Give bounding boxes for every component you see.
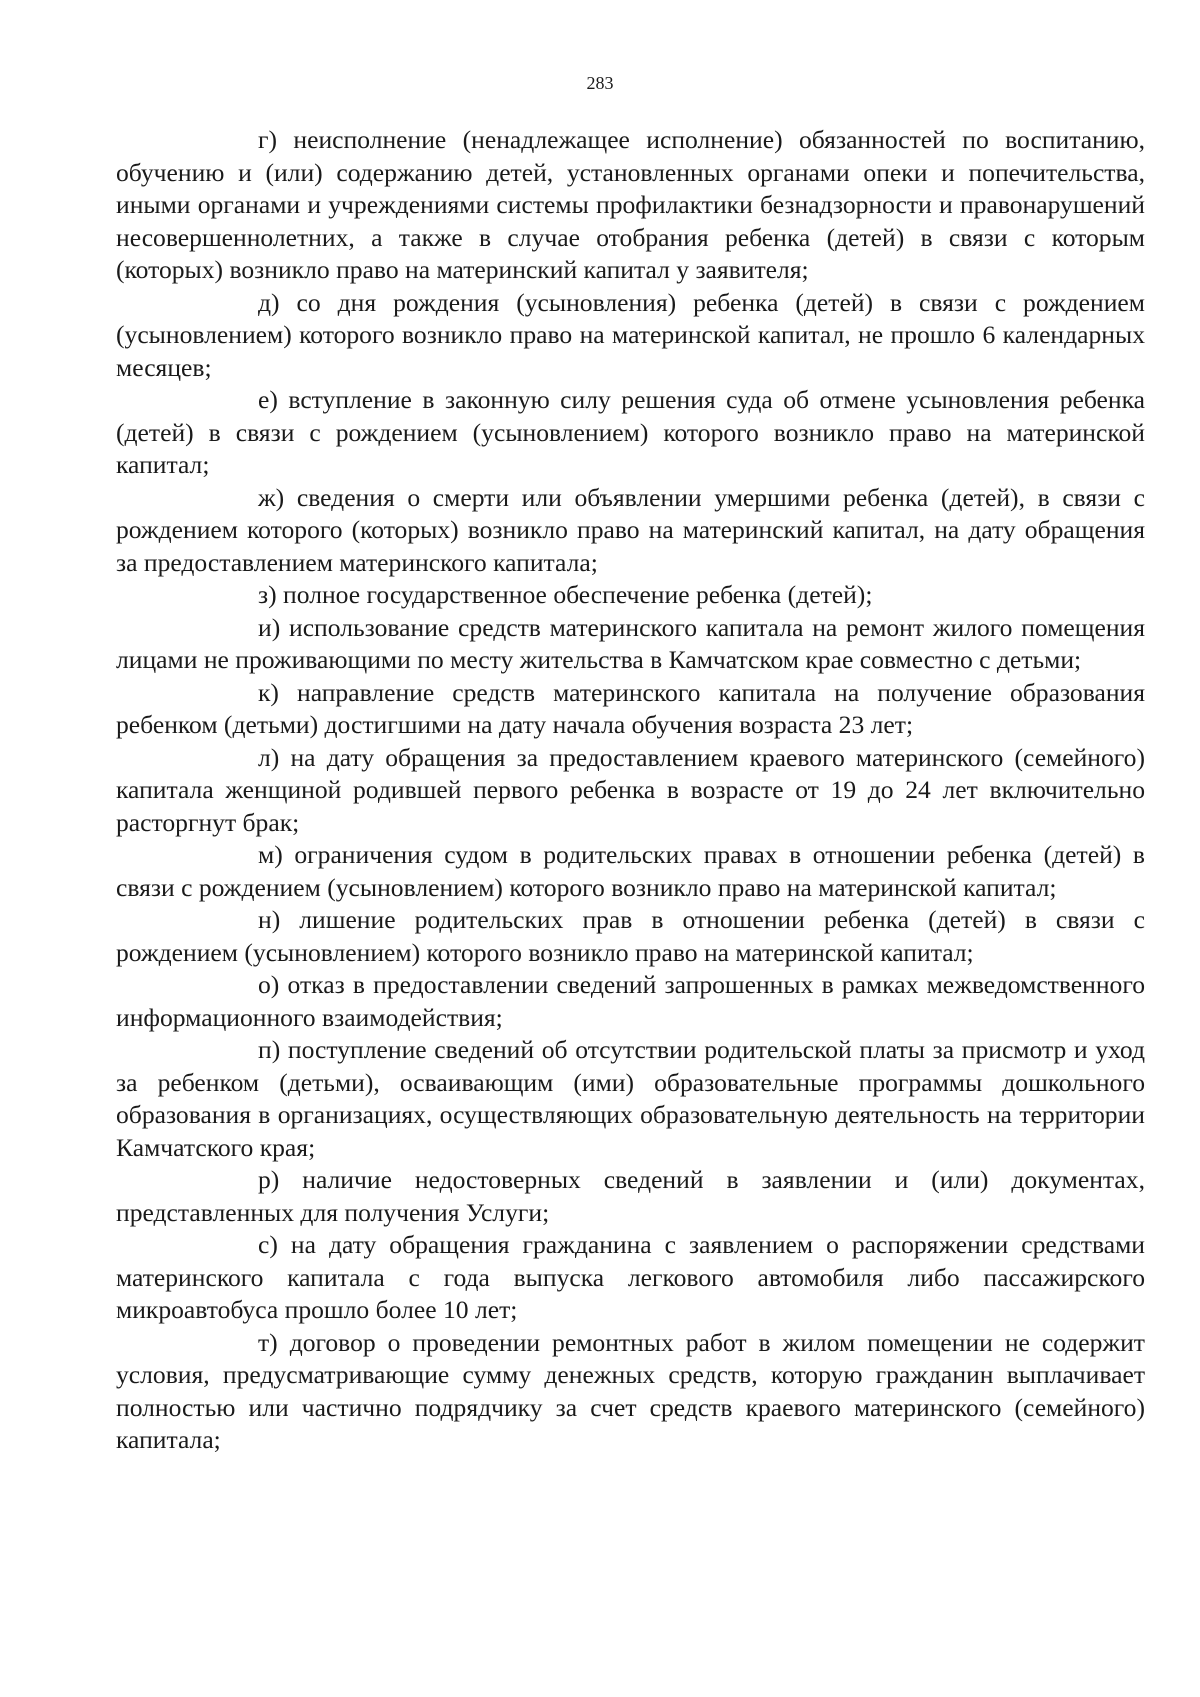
- page-number: 283: [586, 73, 614, 93]
- list-item-m: [116, 839, 1145, 904]
- list-item-e: [116, 384, 1145, 482]
- item-marker: м): [258, 840, 283, 869]
- list-item-z: [116, 579, 1145, 612]
- list-item-s: [116, 1229, 1145, 1327]
- item-text: ограничения судом в родительских правах в отношении ребенка (детей) в связи с рождением (усыновлением) которого возникло право на материнской капитал;: [116, 840, 1145, 902]
- list-item-d: [116, 287, 1145, 385]
- item-text: отказ в предоставлении сведений запрошенных в рамках межведомственного информационного взаимодействия;: [116, 970, 1146, 1032]
- list-item-o: [116, 969, 1145, 1034]
- item-text: неисполнение (ненадлежащее исполнение) обязанностей по воспитанию, обучению и (или) содержанию детей, установленных органами опеки и попечительства, иными органами и учреждениями системы профилактики безнадзорности и правонарушений несовершеннолетних, а также в случае отобрания ребенка (детей) в связи с которым (которых) возникло право на материнский капитал у заявителя;: [116, 125, 1145, 284]
- list-item-r: [116, 1164, 1145, 1229]
- item-text: использование средств материнского капитала на ремонт жилого помещения лицами не проживающими по месту жительства в Камчатском крае совместно с детьми;: [116, 612, 1145, 674]
- item-marker: л): [258, 742, 280, 772]
- item-text: на дату обращения за предоставлением краевого материнского (семейного) капитала женщиной родившей первого ребенка в возрасте от 19 до 24 лет включительно расторгнут брак;: [116, 742, 1145, 837]
- item-text: лишение родительских прав в отношении ребенка (детей) в связи с рождением (усыновлением) которого возникло право на материнской капитал;: [116, 905, 1145, 967]
- list-item-t: [116, 1327, 1145, 1457]
- item-marker: н): [258, 905, 281, 934]
- list-item-n: [116, 904, 1145, 969]
- item-marker: к): [258, 677, 279, 707]
- item-marker: п): [258, 1035, 281, 1064]
- item-marker: е): [258, 385, 278, 414]
- item-marker: р): [258, 1165, 280, 1194]
- item-text: на дату обращения гражданина с заявлением о распоряжении средствами материнского капитала с года выпуска легкового автомобиля либо пассажирского микроавтобуса прошло более 10 лет;: [116, 1230, 1145, 1324]
- item-text: направление средств материнского капитала на получение образования ребенком (детьми) достигшими на дату начала обучения возраста 23 лет;: [116, 677, 1145, 739]
- item-marker: д): [258, 287, 280, 317]
- item-marker: т): [258, 1327, 278, 1357]
- body-text: [116, 124, 1145, 1457]
- item-marker: с): [258, 1230, 278, 1259]
- item-text: вступление в законную силу решения суда об отмене усыновления ребенка (детей) в связи с рождением (усыновлением) которого возникло право на материнской капитал;: [116, 385, 1145, 479]
- list-item-i: [116, 612, 1145, 677]
- item-marker: о): [258, 970, 280, 999]
- item-marker: г): [258, 125, 278, 154]
- item-text: поступление сведений об отсутствии родительской платы за присмотр и уход за ребенком (детьми), осваивающим (ими) образовательные программы дошкольного образования в организациях, осуществляющих образовательную деятельность на территории Камчатского края;: [116, 1035, 1145, 1162]
- item-text: наличие недостоверных сведений в заявлении и (или) документах, представленных для получения Услуги;: [116, 1165, 1145, 1227]
- list-item-g: [116, 124, 1145, 287]
- item-text: сведения о смерти или объявлении умершими ребенка (детей), в связи с рождением которого (которых) возникло право на материнский капитал, на дату обращения за предоставлением материнского капитала;: [116, 482, 1145, 577]
- list-item-zh: [116, 482, 1145, 580]
- item-marker: ж): [258, 482, 285, 512]
- list-item-l: [116, 742, 1145, 840]
- list-item-p: [116, 1034, 1145, 1164]
- item-marker: з): [258, 580, 277, 609]
- item-text: со дня рождения (усыновления) ребенка (детей) в связи с рождением (усыновлением) которого возникло право на материнской капитал, не прошло 6 календарных месяцев;: [116, 287, 1145, 382]
- list-item-k: [116, 677, 1145, 742]
- item-text: договор о проведении ремонтных работ в жилом помещении не содержит условия, предусматривающие сумму денежных средств, которую гражданин выплачивает полностью или частично подрядчику за счет средств краевого материнского (семейного) капитала;: [116, 1327, 1145, 1454]
- item-text: полное государственное обеспечение ребенка (детей);: [283, 580, 873, 609]
- item-marker: и): [258, 612, 281, 642]
